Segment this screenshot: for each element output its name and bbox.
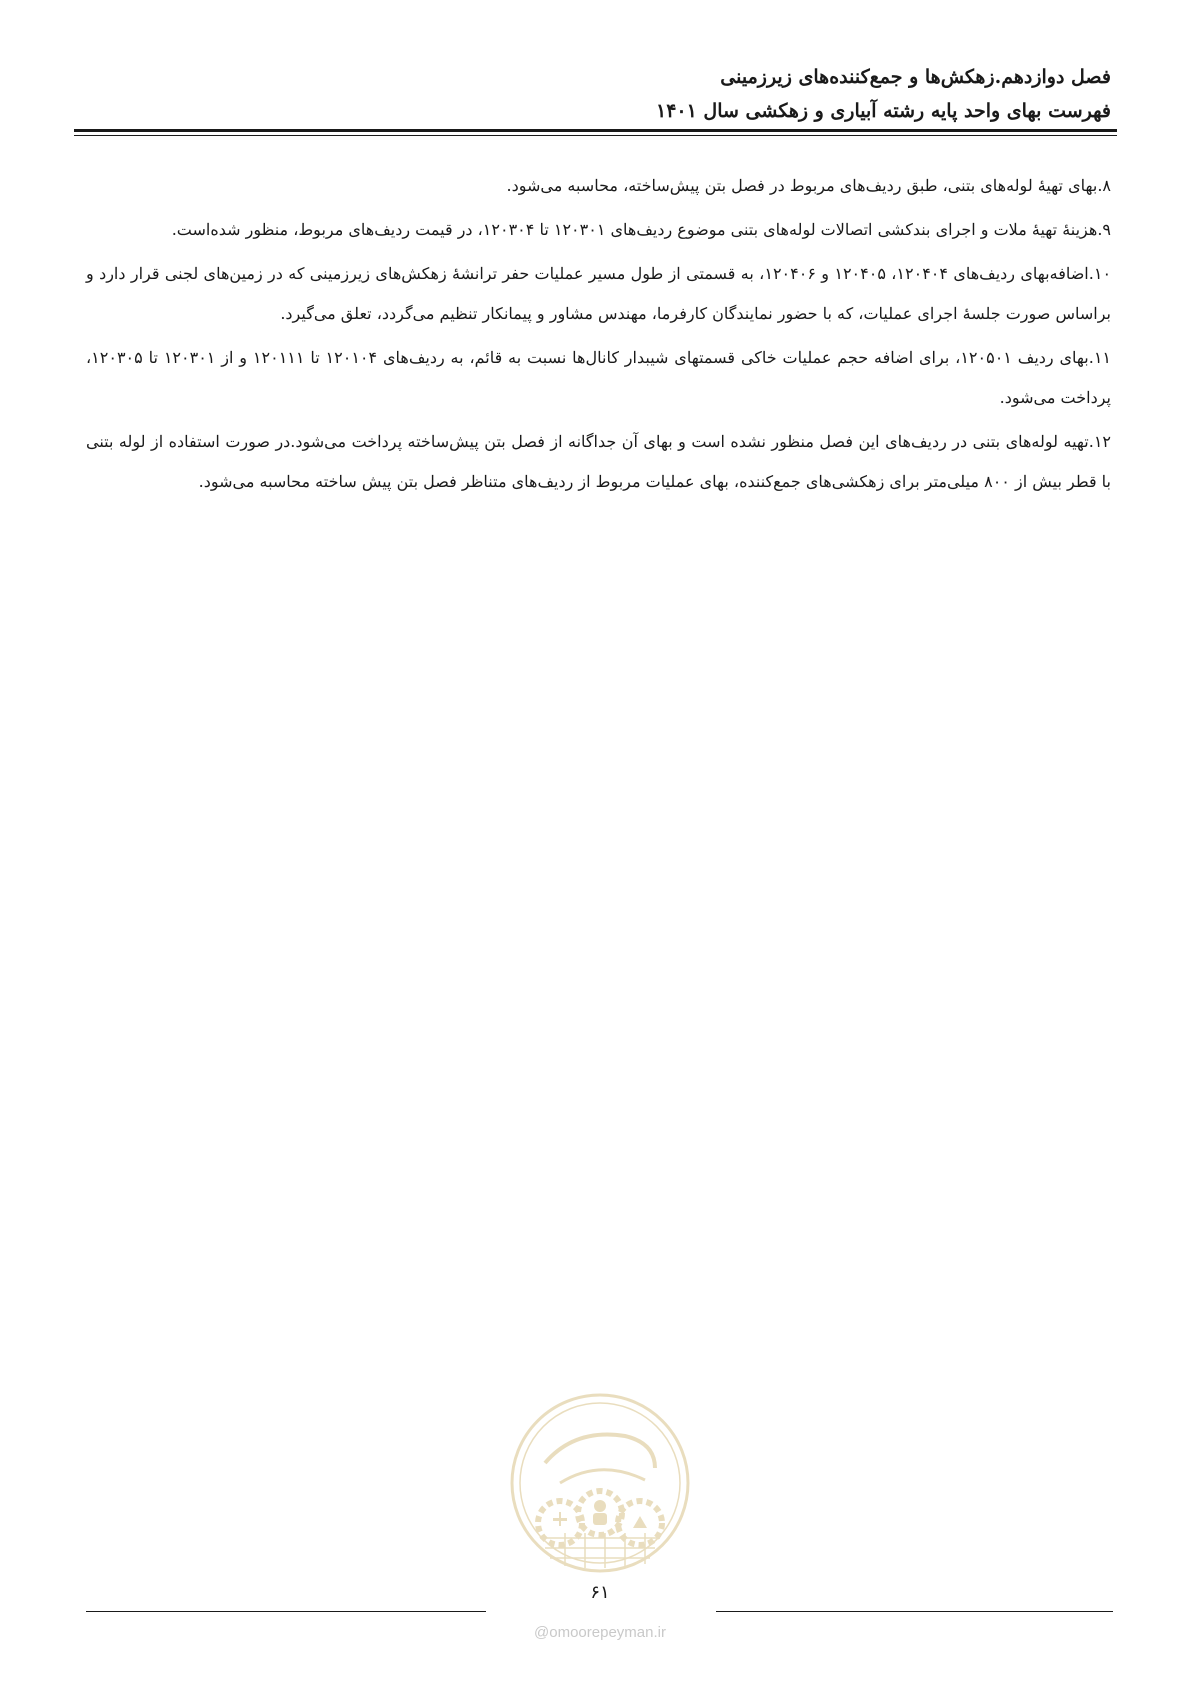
note-8: ۸.بهای تهیهٔ لوله‌های بتنی، طبق ردیف‌های مربوط در فصل بتن پیش‌ساخته، محاسبه می‌شود. [506, 176, 1111, 195]
footer-divider-left [86, 1611, 486, 1612]
header-divider-thin [74, 135, 1117, 136]
price-list-title: فهرست بهای واحد پایه رشته آبیاری و زهکشی سال ۱۴۰۱ [655, 100, 1111, 122]
chapter-title: فصل دوازدهم.زهکش‌ها و جمع‌کننده‌های زیرزمینی [720, 66, 1111, 88]
note-11: ۱۱.بهای ردیف ۱۲۰۵۰۱، برای اضافه حجم عملیات خاکی قسمتهای شیبدار کانال‌ها نسبت به قائم، به ردیف‌های ۱۲۰۱۰۴ تا ۱۲۰۱۱۱ و از ۱۲۰۳۰۱ تا ۱۲۰۳۰۵، پرداخت می‌شود. [86, 348, 1112, 407]
watermark-logo [505, 1388, 695, 1578]
note-12: ۱۲.تهیه لوله‌های بتنی در ردیف‌های این فصل منظور نشده است و بهای آن جداگانه از فصل بتن پیش‌ساخته پرداخت می‌شود.در صورت استفاده از لوله بتنی با قطر بیش از ۸۰۰ میلی‌متر برای زهکشی‌های جمع‌کننده، بهای عملیات مربوط از ردیف‌های متناظر فصل بتن پیش ساخته محاسبه می‌شود. [86, 432, 1111, 491]
footer-divider-right [716, 1611, 1113, 1612]
page-header [74, 60, 1111, 128]
note-10: ۱۰.اضافه‌بهای ردیف‌های ۱۲۰۴۰۴، ۱۲۰۴۰۵ و ۱۲۰۴۰۶، به قسمتی از طول مسیر عملیات حفر ترانشهٔ زهکش‌های زیرزمینی که در زمین‌های لجنی قرار دارد و براساس صورت جلسهٔ اجرای عملیات، که با حضور نمایندگان کارفرما، مهندس مشاور و پیمانکار تنظیم می‌گردد، تعلق می‌گیرد. [86, 264, 1112, 323]
notes-body [86, 166, 1111, 506]
header-divider-thick [74, 129, 1117, 132]
note-9: ۹.هزینهٔ تهیهٔ ملات و اجرای بندکشی اتصالات لوله‌های بتنی موضوع ردیف‌های ۱۲۰۳۰۱ تا ۱۲۰۳۰۴، در قیمت ردیف‌های مربوط، منظور شده‌است. [171, 220, 1111, 239]
website-url: @omoorepeyman.ir [534, 1624, 666, 1641]
page-number: ۶۱ [590, 1582, 610, 1603]
